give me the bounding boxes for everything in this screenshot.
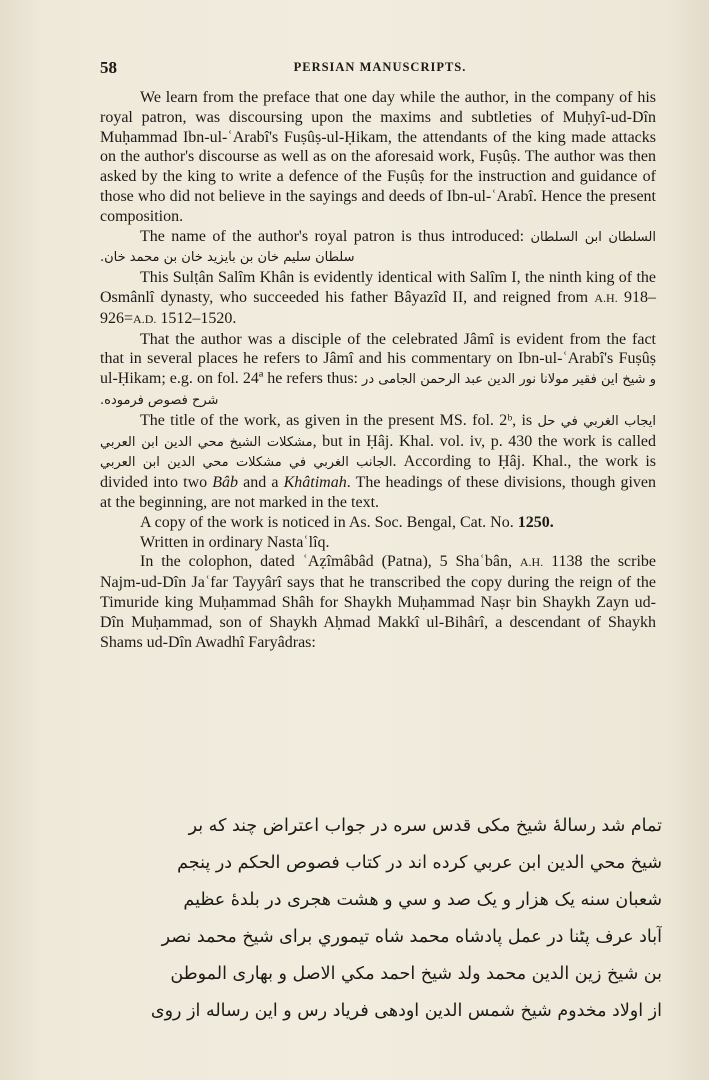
paragraph-jami	[100, 330, 656, 411]
colophon-line: شعبان سنه یک هزار و یک صد و سي و هشت هجری در بلدهٔ عظیم	[183, 890, 662, 910]
paragraph-script: Written in ordinary Nastaʿlîq.	[140, 533, 330, 551]
paragraph-colophon-intro	[100, 552, 656, 652]
page-header	[100, 58, 660, 82]
colophon-line: بن شیخ زین الدین محمد ولد شیخ احمد مكي الاصل و بهاری الموطن	[170, 964, 662, 984]
paragraph-sultan-salim	[100, 268, 656, 329]
colophon-intro-a: In the colophon, dated ʿAẓîmâbâd (Patna), 5 Shaʿbân,	[140, 553, 512, 571]
running-title: PERSIAN MANUSCRIPTS.	[293, 60, 467, 74]
hijri-range: 918–926=	[100, 288, 656, 327]
title-text-d: . The headings of these divisions, though given at the beginning, are not marked in the text.	[100, 474, 657, 511]
colophon-line: تمام شد رسالهٔ شیخ مکی قدس سره در جواب اعتراض چند که بر	[188, 816, 662, 836]
paragraph-copy-notice	[100, 513, 656, 533]
title-arabic-2: الجانب الغربي في مشكلات محي الدين ابن العربي	[100, 455, 393, 471]
title-text-b: , but in Ḥâj. Khal. vol. iv, p. 430 the work is called	[312, 432, 656, 450]
copy-notice-text: A copy of the work is noticed in As. Soc. Bengal, Cat. No.	[140, 513, 514, 531]
and-a-text: and a	[243, 474, 279, 492]
paragraph-preface: We learn from the preface that one day while the author, in the company of his royal patron, was discoursing upon the maxims and subtleties of Muḥyî-ud-Dîn Muḥammad Ibn-ul-ʿArabî's Fuṣûṣ-ul-Ḥikam, the attendants of the king made attacks on the author's discourse as well as on the aforesaid work, Fuṣûṣ. The author was then asked by the king to write a defence of the Fuṣûṣ for the instruction and guidance of those who did not believe in the sayings and deeds of Ibn-ul-ʿArabî. Hence the present composition.	[100, 89, 656, 225]
colophon-intro-b: 1138 the scribe Najm-ud-Dîn Jaʿfar Tayyârî says that he transcribed the copy during the reign of the Timuride king Muḥammad Shâh for Shaykh Muḥammad Naṣr bin Shaykh Zayn ud-Dîn Muḥammad, son of Shaykh Aḥmad Makkî ul-Bihârî, a descendant of Shaykh Shams ud-Dîn Awadhî Faryâdras:	[100, 553, 657, 651]
page-number: 58	[100, 58, 117, 77]
body-text	[100, 88, 656, 652]
colophon-ah-label: A.H.	[519, 555, 544, 570]
ad-label: A.D.	[133, 311, 157, 326]
paragraph-royal-patron	[100, 227, 656, 269]
title-text-c: . According to Ḥâj. Khal., the work is divided into two	[100, 453, 656, 492]
colophon-line: آباد عرف پٹنا در عمل پادشاه محمد شاه تیموري برای شیخ محمد نصر	[161, 927, 662, 947]
catalogue-number: 1250.	[517, 513, 554, 531]
jami-arabic-quote: و شیخ این فقیر مولانا نور الدین عبد الرحمن الجامی در شرح فصوص فرموده.	[100, 372, 656, 408]
title-text-a: The title of the work, as given in the present MS. fol. 2ᵇ, is	[140, 411, 533, 429]
jami-text: That the author was a disciple of the celebrated Jâmî is evident from the fact that in several places he refers to Jâmî and his commentary on Ibn-ul-ʿArabî's Fuṣûṣ ul-Ḥikam; e.g. on fol. 24ª he refers thus:	[100, 330, 656, 388]
royal-patron-arabic: السلطان ابن السلطان سلطان سليم خان بن بايزيد خان بن محمد خان.	[100, 229, 657, 266]
gregorian-range: 1512–1520.	[160, 309, 237, 327]
khatimah-term: Khâtimah	[283, 474, 347, 492]
sultan-salim-text: This Sulṭân Salîm Khân is evidently identical with Salîm I, the ninth king of the Osmânlî dynasty, who succeeded his father Bâyazîd II, and reigned from	[100, 269, 656, 306]
colophon-line: شیخ محي الدين ابن عربي كرده اند در كتاب فصوص الحكم در پنجم	[177, 853, 662, 873]
colophon-line: از اولاد مخدوم شیخ شمس الدین اودهی فریاد رس و این رساله از روی	[150, 1001, 662, 1021]
paragraph-title-of-work	[100, 411, 656, 513]
colophon-persian	[102, 808, 662, 1030]
title-arabic-1: ایجاب الغربي في حل مشكلات الشيخ محي الدين ابن العربي	[100, 413, 657, 450]
bab-term: Bâb	[212, 474, 239, 492]
ah-label: A.H.	[594, 290, 618, 305]
royal-patron-intro: The name of the author's royal patron is thus introduced:	[140, 227, 525, 245]
